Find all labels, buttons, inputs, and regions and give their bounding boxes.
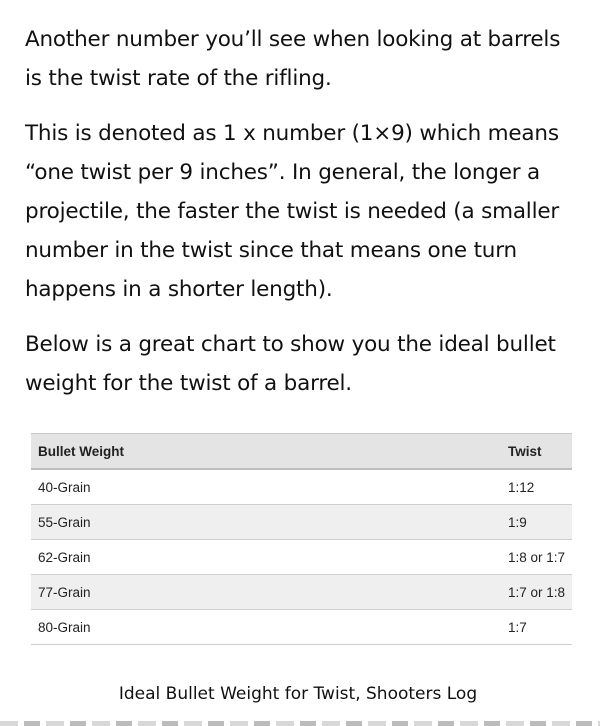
- cell-bullet-weight: 55-Grain: [31, 505, 501, 540]
- cell-bullet-weight: 80-Grain: [31, 610, 501, 645]
- cell-twist: 1:7: [501, 610, 572, 645]
- table-row: [31, 505, 572, 540]
- cell-twist: 1:7 or 1:8: [501, 575, 572, 610]
- cell-bullet-weight: 77-Grain: [31, 575, 501, 610]
- table-caption: Ideal Bullet Weight for Twist, Shooters Log: [118, 684, 478, 704]
- cell-twist: 1:9: [501, 505, 572, 540]
- twist-table: [31, 433, 572, 645]
- table-row: [31, 610, 572, 645]
- table-row: [31, 575, 572, 610]
- paragraph-chart-intro: Below is a great chart to show you the ideal bullet weight for the twist of a barrel.: [25, 332, 556, 396]
- table-row: [31, 540, 572, 575]
- header-bullet-weight: Bullet Weight: [38, 443, 124, 459]
- cell-bullet-weight: 62-Grain: [31, 540, 501, 575]
- bottom-edge-strip: [0, 721, 600, 726]
- table-row: [31, 469, 572, 505]
- table-header-row: [31, 434, 572, 470]
- paragraph-twist-rate: Another number you’ll see when looking at barrels is the twist rate of the rifling.: [25, 27, 561, 91]
- cell-twist: 1:8 or 1:7: [501, 540, 572, 575]
- twist-table-container: [31, 433, 572, 645]
- paragraph-twist-notation: This is denoted as 1 x number (1×9) which means “one twist per 9 inches”. In general, the longer a projectile, the faster the twist is needed (a smaller number in the twist since that means one turn happens in a shorter length).: [25, 121, 560, 302]
- article-body: [25, 20, 580, 419]
- header-twist: Twist: [508, 443, 542, 459]
- cell-bullet-weight: 40-Grain: [31, 469, 501, 505]
- cell-twist: 1:12: [501, 469, 572, 505]
